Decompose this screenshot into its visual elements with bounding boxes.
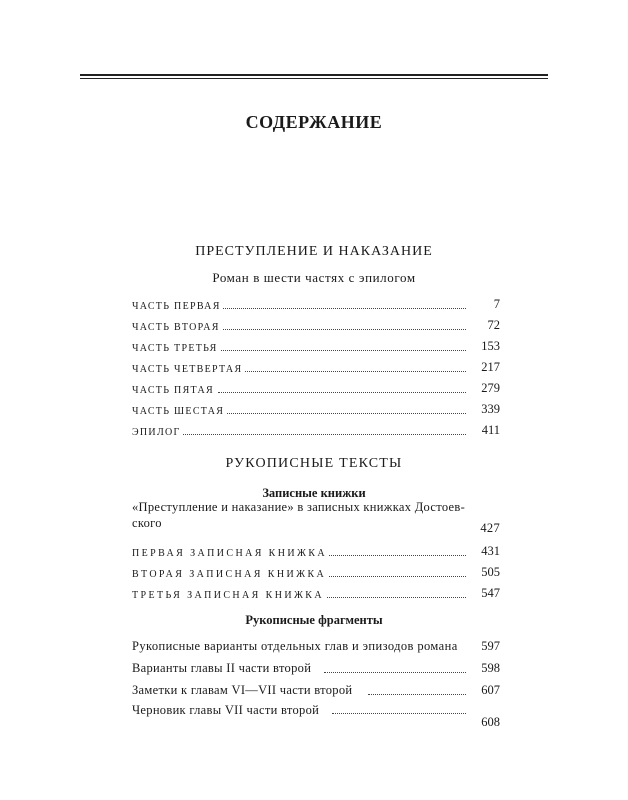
toc-label: ЧАСТЬ ПЯТАЯ <box>132 385 214 396</box>
top-rule <box>80 74 548 76</box>
toc-label: Варианты главы II части второй <box>132 661 312 675</box>
fragments-subtitle: Рукописные фрагменты <box>245 613 383 627</box>
toc-label: ЧАСТЬ ЧЕТВЕРТАЯ <box>132 364 243 375</box>
toc-label: ЧАСТЬ ПЕРВАЯ <box>132 301 221 312</box>
toc-label: ВТОРАЯ ЗАПИСНАЯ КНИЖКА <box>132 569 327 580</box>
leader-dots <box>182 434 466 435</box>
toc-row-fragment-4[interactable] <box>132 703 500 729</box>
toc-label: Заметки к главам VI—VII части второй <box>132 683 353 697</box>
toc-label: ЧАСТЬ ШЕСТАЯ <box>132 406 225 417</box>
toc-row-notebook-1[interactable] <box>132 539 500 559</box>
leader-dots <box>310 597 466 598</box>
leader-dots <box>218 329 466 330</box>
work-title: ПРЕСТУПЛЕНИЕ И НАКАЗАНИЕ <box>195 244 433 259</box>
toc-row-part-2[interactable] <box>132 313 500 333</box>
leader-dots <box>232 371 466 372</box>
toc-row-fragment-3[interactable] <box>132 678 500 698</box>
toc-page-number: 217 <box>481 360 500 374</box>
toc-label-line-2: ского <box>132 516 162 530</box>
toc-row-fragment-1[interactable] <box>132 634 500 654</box>
toc-row-notebooks-intro[interactable] <box>132 500 500 536</box>
leader-dots <box>218 350 466 351</box>
toc-label: ПЕРВАЯ ЗАПИСНАЯ КНИЖКА <box>132 548 328 559</box>
leader-dots <box>324 672 466 673</box>
toc-page-number: 411 <box>481 423 500 437</box>
toc-page-number: 505 <box>481 565 500 579</box>
toc-page-number: 7 <box>493 297 500 311</box>
notebooks-subtitle: Записные книжки <box>262 486 366 500</box>
toc-row-part-1[interactable] <box>132 292 500 312</box>
toc-page-number: 427 <box>480 521 500 535</box>
toc-page-number: 279 <box>481 381 500 395</box>
page-title: СОДЕРЖАНИЕ <box>245 112 383 132</box>
toc-page-number: 153 <box>481 339 500 353</box>
toc-page-number: 598 <box>481 661 500 675</box>
toc-label: ЧАСТЬ ТРЕТЬЯ <box>132 343 218 354</box>
toc-row-part-3[interactable] <box>132 334 500 354</box>
toc-page-number: 608 <box>481 715 500 729</box>
toc-row-epilogue[interactable] <box>132 418 500 438</box>
work-subtitle: Роман в шести частях с эпилогом <box>212 270 416 285</box>
toc-row-part-6[interactable] <box>132 397 500 417</box>
toc-row-part-5[interactable] <box>132 376 500 396</box>
leader-dots <box>332 713 466 714</box>
toc-label: Рукописные варианты отдельных глав и эпизодов романа <box>132 639 458 653</box>
manuscripts-section-title: РУКОПИСНЫЕ ТЕКСТЫ <box>225 456 403 471</box>
toc-label: ЧАСТЬ ВТОРАЯ <box>132 322 220 333</box>
leader-dots <box>368 694 466 695</box>
leader-dots <box>218 392 466 393</box>
toc-label-line-1: «Преступление и наказание» в записных книжках Достоев- <box>132 500 466 514</box>
leader-dots <box>218 308 466 309</box>
top-rule-thin <box>80 78 548 79</box>
toc-page-number: 431 <box>481 544 500 558</box>
toc-label: ТРЕТЬЯ ЗАПИСНАЯ КНИЖКА <box>132 590 324 601</box>
toc-page-number: 339 <box>481 402 500 416</box>
toc-row-notebook-2[interactable] <box>132 560 500 580</box>
toc-label: ЭПИЛОГ <box>132 427 181 438</box>
toc-page-number: 72 <box>487 318 500 332</box>
toc-label: Черновик главы VII части второй <box>132 703 320 717</box>
toc-page-number: 597 <box>481 639 500 653</box>
toc-row-fragment-2[interactable] <box>132 656 500 676</box>
leader-dots <box>218 413 466 414</box>
toc-row-notebook-3[interactable] <box>132 581 500 601</box>
toc-row-part-4[interactable] <box>132 355 500 375</box>
toc-page-number: 607 <box>481 683 500 697</box>
toc-page-number: 547 <box>481 586 500 600</box>
